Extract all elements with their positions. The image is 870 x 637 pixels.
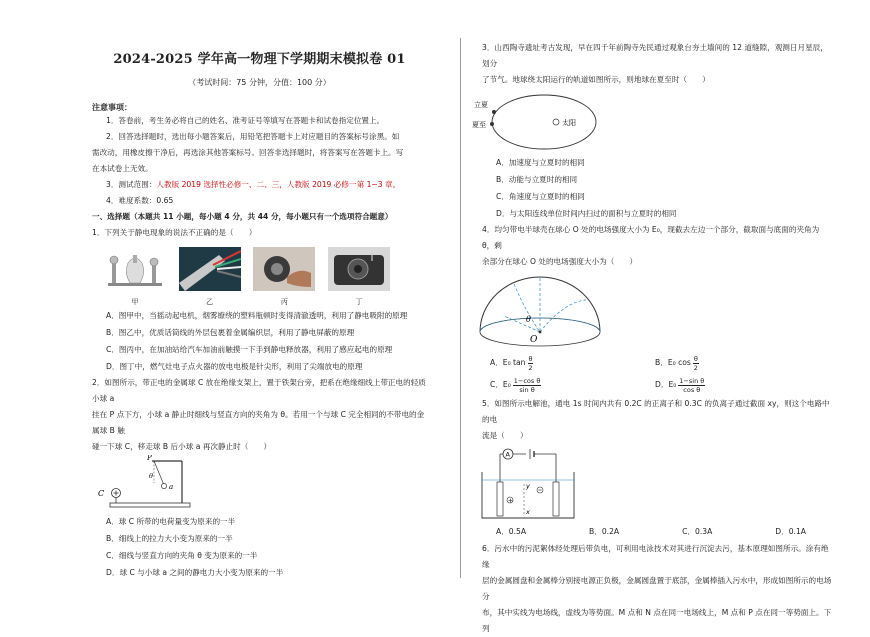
q4-option-d-fraction (678, 377, 705, 394)
q5-electrolysis-figure (474, 444, 584, 522)
q4-option-b-expr: E₀ cos (667, 358, 691, 367)
q3-label-xiazhi: 夏至 (472, 121, 486, 129)
q2-label-theta: θ (149, 472, 153, 480)
q3-orbit-figure (472, 90, 602, 154)
q1-option-a: A．图甲中，当摇动起电机，烟雾缭绕的塑料瓶顿时变得清澈透明，利用了静电吸附的原理 (106, 311, 408, 320)
q1-figure-ding (326, 247, 392, 307)
q2-stem-line-1: 2．如图所示，带正电的金属球 C 放在绝缘支架上，置于铁架台旁，把系在绝缘细线上带正电的轻质小球 a (92, 378, 426, 403)
q4-option-d-den: cos θ (683, 385, 701, 394)
q5-option-a: A．0.5A (496, 527, 527, 536)
notice-item-2-cont: 需改动，用橡皮擦干净后，再选涂其他答案标号。回答非选择题时，将答案写在答题卡上。写 (92, 148, 404, 157)
q3-label-lixia: 立夏 (474, 101, 488, 109)
q2-label-a: a (169, 483, 174, 491)
left-column (92, 40, 427, 581)
q5-option-b: B．0.2A (589, 527, 620, 536)
q4-option-a (490, 352, 655, 374)
exam-title: 2024-2025 学年高一物理下学期期末模拟卷 01 (113, 52, 406, 67)
q4-option-d-label: D． (655, 380, 669, 389)
q1-caption-yi: 乙 (206, 298, 214, 306)
q5-stem-line-2: 流是（ ） (482, 431, 528, 440)
q3-option-c: C．角速度与立夏时的相同 (496, 192, 585, 201)
q4-option-b-den: 2 (693, 363, 698, 372)
q1-option-d: D．图丁中，燃气灶电子点火器的放电电极是针尖形，利用了尖端放电的原理 (106, 362, 363, 371)
q6-stem-line-2: 层的金属圆盘和金属棒分别接电源正负极，金属圆盘置于底部，金属棒插入污水中，形成如图所示的电场分 (482, 576, 832, 601)
section-1-heading: 一、选择题（本题共 11 小题，每小题 4 分，共 44 分，每小题只有一个选项符合题意） (92, 212, 393, 221)
q4-option-a-num: θ (528, 354, 533, 363)
q4-option-a-expr: E₀ tan (502, 358, 526, 367)
q1-caption-jia: 甲 (131, 298, 139, 306)
notice-item-2-end: 在本试卷上无效。 (92, 164, 153, 173)
q4-option-b (655, 352, 820, 374)
q4-label-o: O (530, 335, 538, 345)
notice-item-3 (92, 177, 427, 193)
column-divider (460, 38, 461, 578)
q4-label-theta: θ (526, 315, 531, 324)
notice-item-1: 1．答卷前，考生务必将自己的姓名、准考证号等填写在答题卡和试卷指定位置上。 (106, 116, 385, 125)
q6-stem-line-3: 布，其中实线为电场线，虚线为等势面。M 点和 N 点在同一电场线上，M 点和 P 点在同一等势面上。下列 (482, 608, 832, 633)
notice-item-4: 4．难度系数：0.65 (106, 196, 174, 205)
q4-option-c-label: C． (490, 380, 503, 389)
q5-option-d: D．0.1A (775, 527, 806, 536)
q4-option-c-num: 1−cos θ (513, 376, 541, 385)
right-column (472, 40, 832, 637)
electrostatic-precipitator-image (104, 247, 166, 291)
q2-option-a: A．球 C 所带的电荷量变为原来的一半 (106, 517, 236, 526)
q4-option-c-fraction (513, 377, 542, 394)
notice-heading: 注意事项： (92, 103, 132, 112)
q1-caption-ding: 丁 (355, 298, 363, 306)
q1-caption-bing: 丙 (280, 298, 288, 306)
q5-label-ammeter: A (505, 450, 510, 459)
q1-option-c: C．图丙中，在加油站给汽车加油前触摸一下手到静电释放器，利用了感应起电的原理 (106, 345, 393, 354)
q2-stem-line-3: 碰一下球 C，移走球 B 后小球 a 再次静止时（ ） (92, 442, 272, 451)
q1-option-b: B．图乙中，优质话筒线的外层包裹着金属编织层，利用了静电屏蔽的原理 (106, 328, 355, 337)
q4-option-b-label: B． (655, 358, 668, 367)
q5-stem-line-1: 5．如图所示电解池，通电 1s 时间内共有 0.2C 的正离子和 0.3C 的负离子通过截面 xy，则这个电路中的电 (482, 399, 830, 424)
q1-figure-yi (177, 247, 243, 307)
q4-option-b-num: θ (693, 354, 698, 363)
q3-option-a: A．加速度与立夏时的相同 (496, 158, 585, 167)
q2-label-p: P (147, 455, 152, 462)
q1-figure-bing (251, 247, 317, 307)
notice-item-2: 2．回答选择题时，选出每小题答案后，用铅笔把答题卡上对应题目的答案标号涂黑。如 (106, 132, 400, 141)
q5-label-y: y (526, 482, 530, 490)
q4-option-d (655, 374, 820, 396)
q4-hemisphere-figure (474, 272, 604, 352)
notice-item-3-prefix: 3．测试范围： (106, 180, 157, 189)
gas-stove-igniter-image (328, 247, 390, 291)
microphone-cable-image (179, 247, 241, 291)
q5-option-c: C．0.3A (682, 527, 713, 536)
q4-option-c-expr: E₀ (502, 380, 511, 389)
q5-options (496, 526, 806, 537)
q1-figures (102, 247, 392, 307)
q3-stem-line-2: 了节气。地球绕太阳运行的轨道如图所示，则地球在夏至时（ ） (482, 75, 710, 84)
q4-option-a-den: 2 (528, 363, 533, 372)
q2-option-b: B．细线上的拉力大小变为原来的一半 (106, 534, 233, 543)
q3-label-sun: 太阳 (562, 119, 576, 127)
q6-stem-line-1: 6．污水中的污泥絮体经处理后带负电，可利用电泳技术对其进行沉淀去污，基本原理如图所示。涂有绝缘 (482, 544, 829, 569)
q2-option-c: C．细线与竖直方向的夹角 θ 变为原来的一半 (106, 551, 258, 560)
notice-item-3-range: 人教版 2019 选择性必修一、二、三，人教版 2019 必修一第 1~3 章。 (156, 180, 401, 189)
q3-option-b: B．动能与立夏时的相同 (496, 175, 578, 184)
q1-stem: 1．下列关于静电现象的说法不正确的是（ ） (92, 228, 257, 237)
q3-stem-line-1: 3．山西陶寺遗址考古发现，早在四千年前陶寺先民通过观象台夯土墙间的 12 道缝隙，观测日月星辰，划分 (482, 43, 828, 68)
q4-stem-line-1: 4．均匀带电半球壳在球心 O 处的电场强度大小为 E₀，现截去左边一个部分，截取面与底面的夹角为 θ，剩 (482, 225, 820, 250)
q5-plus-ion: + (508, 497, 514, 505)
q4-option-a-label: A． (490, 358, 503, 367)
q1-figure-jia (102, 247, 168, 307)
q4-option-d-expr: E₀ (668, 380, 677, 389)
q4-option-b-fraction (693, 355, 699, 372)
q4-option-d-num: 1−sin θ (679, 376, 705, 385)
q4-options (490, 352, 820, 396)
q4-stem-line-2: 余部分在球心 O 处的电场强度大小为（ ） (482, 257, 638, 266)
q3-option-d: D．与太阳连线单位时间内扫过的面积与立夏时的相同 (496, 209, 677, 218)
exam-subtitle: （考试时间：75 分钟，分值：100 分） (188, 78, 331, 87)
q2-option-d: D．球 C 与小球 a 之间的静电力大小变为原来的一半 (106, 568, 284, 577)
q5-label-x: x (526, 508, 530, 516)
q2-stem-line-2: 挂在 P 点下方，小球 a 静止时细线与竖直方向的夹角为 θ。若用一个与球 C 完全相同的不带电的金属球 B 触 (92, 410, 425, 435)
q4-option-a-fraction (528, 355, 534, 372)
q2-label-c: C (98, 489, 105, 498)
static-discharger-image (253, 247, 315, 291)
q4-option-c (490, 374, 655, 396)
q4-option-c-den: sin θ (519, 385, 535, 394)
q2-figure (92, 455, 202, 513)
